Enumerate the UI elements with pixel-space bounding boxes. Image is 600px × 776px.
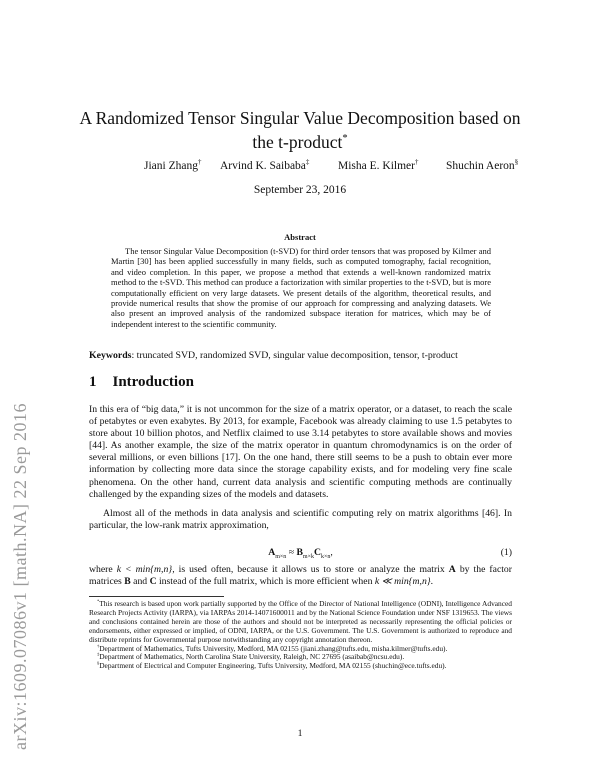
footnote-rule — [89, 596, 224, 597]
equation-body — [89, 547, 512, 558]
p3-text: , is used often, because it allows us to store or analyze the matrix — [172, 564, 449, 575]
equation-number: (1) — [500, 547, 512, 558]
keywords-list: : truncated SVD, randomized SVD, singular value decomposition, tensor, t-product — [131, 350, 458, 361]
footnote-text: Department of Electrical and Computer Engineering, Tufts University, Medford, MA 02155 (shuchin@ece.tufts.edu). — [99, 661, 447, 671]
p3-text: . — [430, 576, 434, 588]
author-mark: † — [414, 159, 419, 167]
footnote-text: Department of Mathematics, Tufts University, Medford, MA 02155 (jiani.zhang@tufts.edu, misha.kilmer@tufts.edu). — [99, 643, 448, 653]
paragraph-1: In this era of “big data,” it is not uncommon for the size of a matrix operator, or a dataset, to reach the scale of petabytes or even exabytes. By 2013, for example, Facebook was already claiming to use 1.5 petabytes to store about 10 billion photos, and Netflix claimed to use 3.14 petabytes to store available shows and movies [44]. As another example, the size of the matrix operator in quantum chromodynamics is on the order of several millions, or even billions [17]. On the one hand, there still seems to be a push to obtain ever more information by collecting more data since the storage capability exists, and for modeling very fine scale phenomena. On the other hand, current data analysis and scientific computing methods are continually challenged by the expanding sizes of the models and datasets. — [89, 404, 512, 500]
footnote-text: Department of Mathematics, North Carolina State University, Raleigh, NC 27695 (asaibab@ncsu.edu). — [99, 652, 405, 662]
footnote-funding — [89, 600, 512, 645]
author-4 — [446, 160, 518, 172]
title-line-2 — [0, 130, 600, 154]
eq-sub-c: k×n — [320, 553, 331, 560]
p3-matrix: A — [448, 564, 456, 575]
author-mark: § — [514, 159, 519, 167]
section-title: Introduction — [112, 374, 194, 390]
footnote-mark: † — [97, 643, 100, 649]
eq-matrix-a: A — [268, 547, 276, 558]
author-3 — [338, 160, 418, 172]
paper-title — [0, 106, 600, 154]
section-number: 1 — [89, 374, 97, 390]
eq-approx: ≈ — [286, 547, 297, 558]
eq-tail: , — [330, 547, 333, 558]
footnote-mark: ‡ — [97, 651, 100, 657]
eq-matrix-c: C — [313, 547, 321, 558]
author-mark: † — [197, 159, 202, 167]
paragraph-3 — [89, 564, 512, 588]
eq-sub-b: m×k — [302, 553, 314, 560]
title-footnote-mark: * — [342, 133, 348, 145]
publication-date: September 23, 2016 — [253, 184, 347, 196]
abstract-text: The tensor Singular Value Decomposition (t-SVD) for third order tensors that was proposed by Kilmer and Martin [30] has been applied successfully in many fields, such as computed tomography, facial recognition, and video completion. In this paper, we propose a method that extends a well-known randomized matrix method to the t-SVD. This method can produce a factorization with similar properties to the t-SVD, but is more computationally efficient on very large datasets. We present details of the algorithm, theoretical results, and provide numerical results that show the promise of our approach for compressing and analyzing datasets. We also present an improved analysis of the randomized subspace iteration for matrices, which may be of independent interest to the scientific community. — [111, 246, 491, 329]
section-heading — [89, 374, 194, 391]
eq-sub-a: m×n — [275, 553, 287, 560]
equation-1 — [89, 547, 512, 559]
eq-matrix-b: B — [296, 547, 303, 558]
page-number: 1 — [297, 728, 303, 739]
title-line-1: A Randomized Tensor Singular Value Decomposition based on — [79, 108, 521, 128]
p3-matrix: C — [149, 576, 157, 588]
p3-matrix: B — [124, 576, 131, 588]
author-name: Shuchin Aeron — [446, 160, 515, 172]
footnote-affiliation-3 — [89, 662, 512, 671]
author-name: Arvind K. Saibaba — [220, 160, 306, 172]
paragraph-2: Almost all of the methods in data analysis and scientific computing rely on matrix algorithms [46]. In particular, the low-rank matrix approximation, — [89, 508, 512, 532]
p3-text: and — [130, 576, 150, 588]
p3-math: k ≪ min{m,n} — [374, 576, 431, 588]
footnote-text: This research is based upon work partially supported by the Office of the Director of National Intelligence (ODNI), Intelligence Advanced Research Projects Activity (IARPA), via IARPAs 2014-14071600011 and by the National Science Foundation under NSF 1319653. The views and conclusions contained herein are those of the authors and should not be interpreted as necessarily representing the official policies or endorsements, either expressed or implied, of ODNI, IARPA, or the U.S. Government. The U.S. Government is authorized to reproduce and distribute reprints for Governmental purpose notwithstanding any copyright annotation thereon. — [89, 599, 512, 644]
footnote-mark: * — [97, 598, 100, 604]
footnotes — [89, 600, 512, 671]
abstract-heading: Abstract — [284, 232, 316, 242]
footnote-mark: § — [97, 660, 100, 666]
author-1 — [144, 160, 201, 172]
arxiv-identifier: arXiv:1609.07086v1 [math.NA] 22 Sep 2016 — [10, 403, 30, 750]
keywords — [89, 350, 519, 361]
p3-text: instead of the full matrix, which is more efficient when — [156, 576, 375, 588]
author-2 — [220, 160, 309, 172]
p3-text: by the factor matrices — [89, 564, 513, 588]
author-mark: ‡ — [305, 159, 310, 167]
author-name: Jiani Zhang — [144, 160, 198, 172]
title-line-2-text: the t-product — [252, 132, 343, 152]
author-name: Misha E. Kilmer — [338, 160, 415, 172]
p3-math: k < min{m,n} — [116, 564, 173, 575]
keywords-label: Keywords — [89, 350, 132, 361]
p3-text: where — [89, 564, 117, 575]
